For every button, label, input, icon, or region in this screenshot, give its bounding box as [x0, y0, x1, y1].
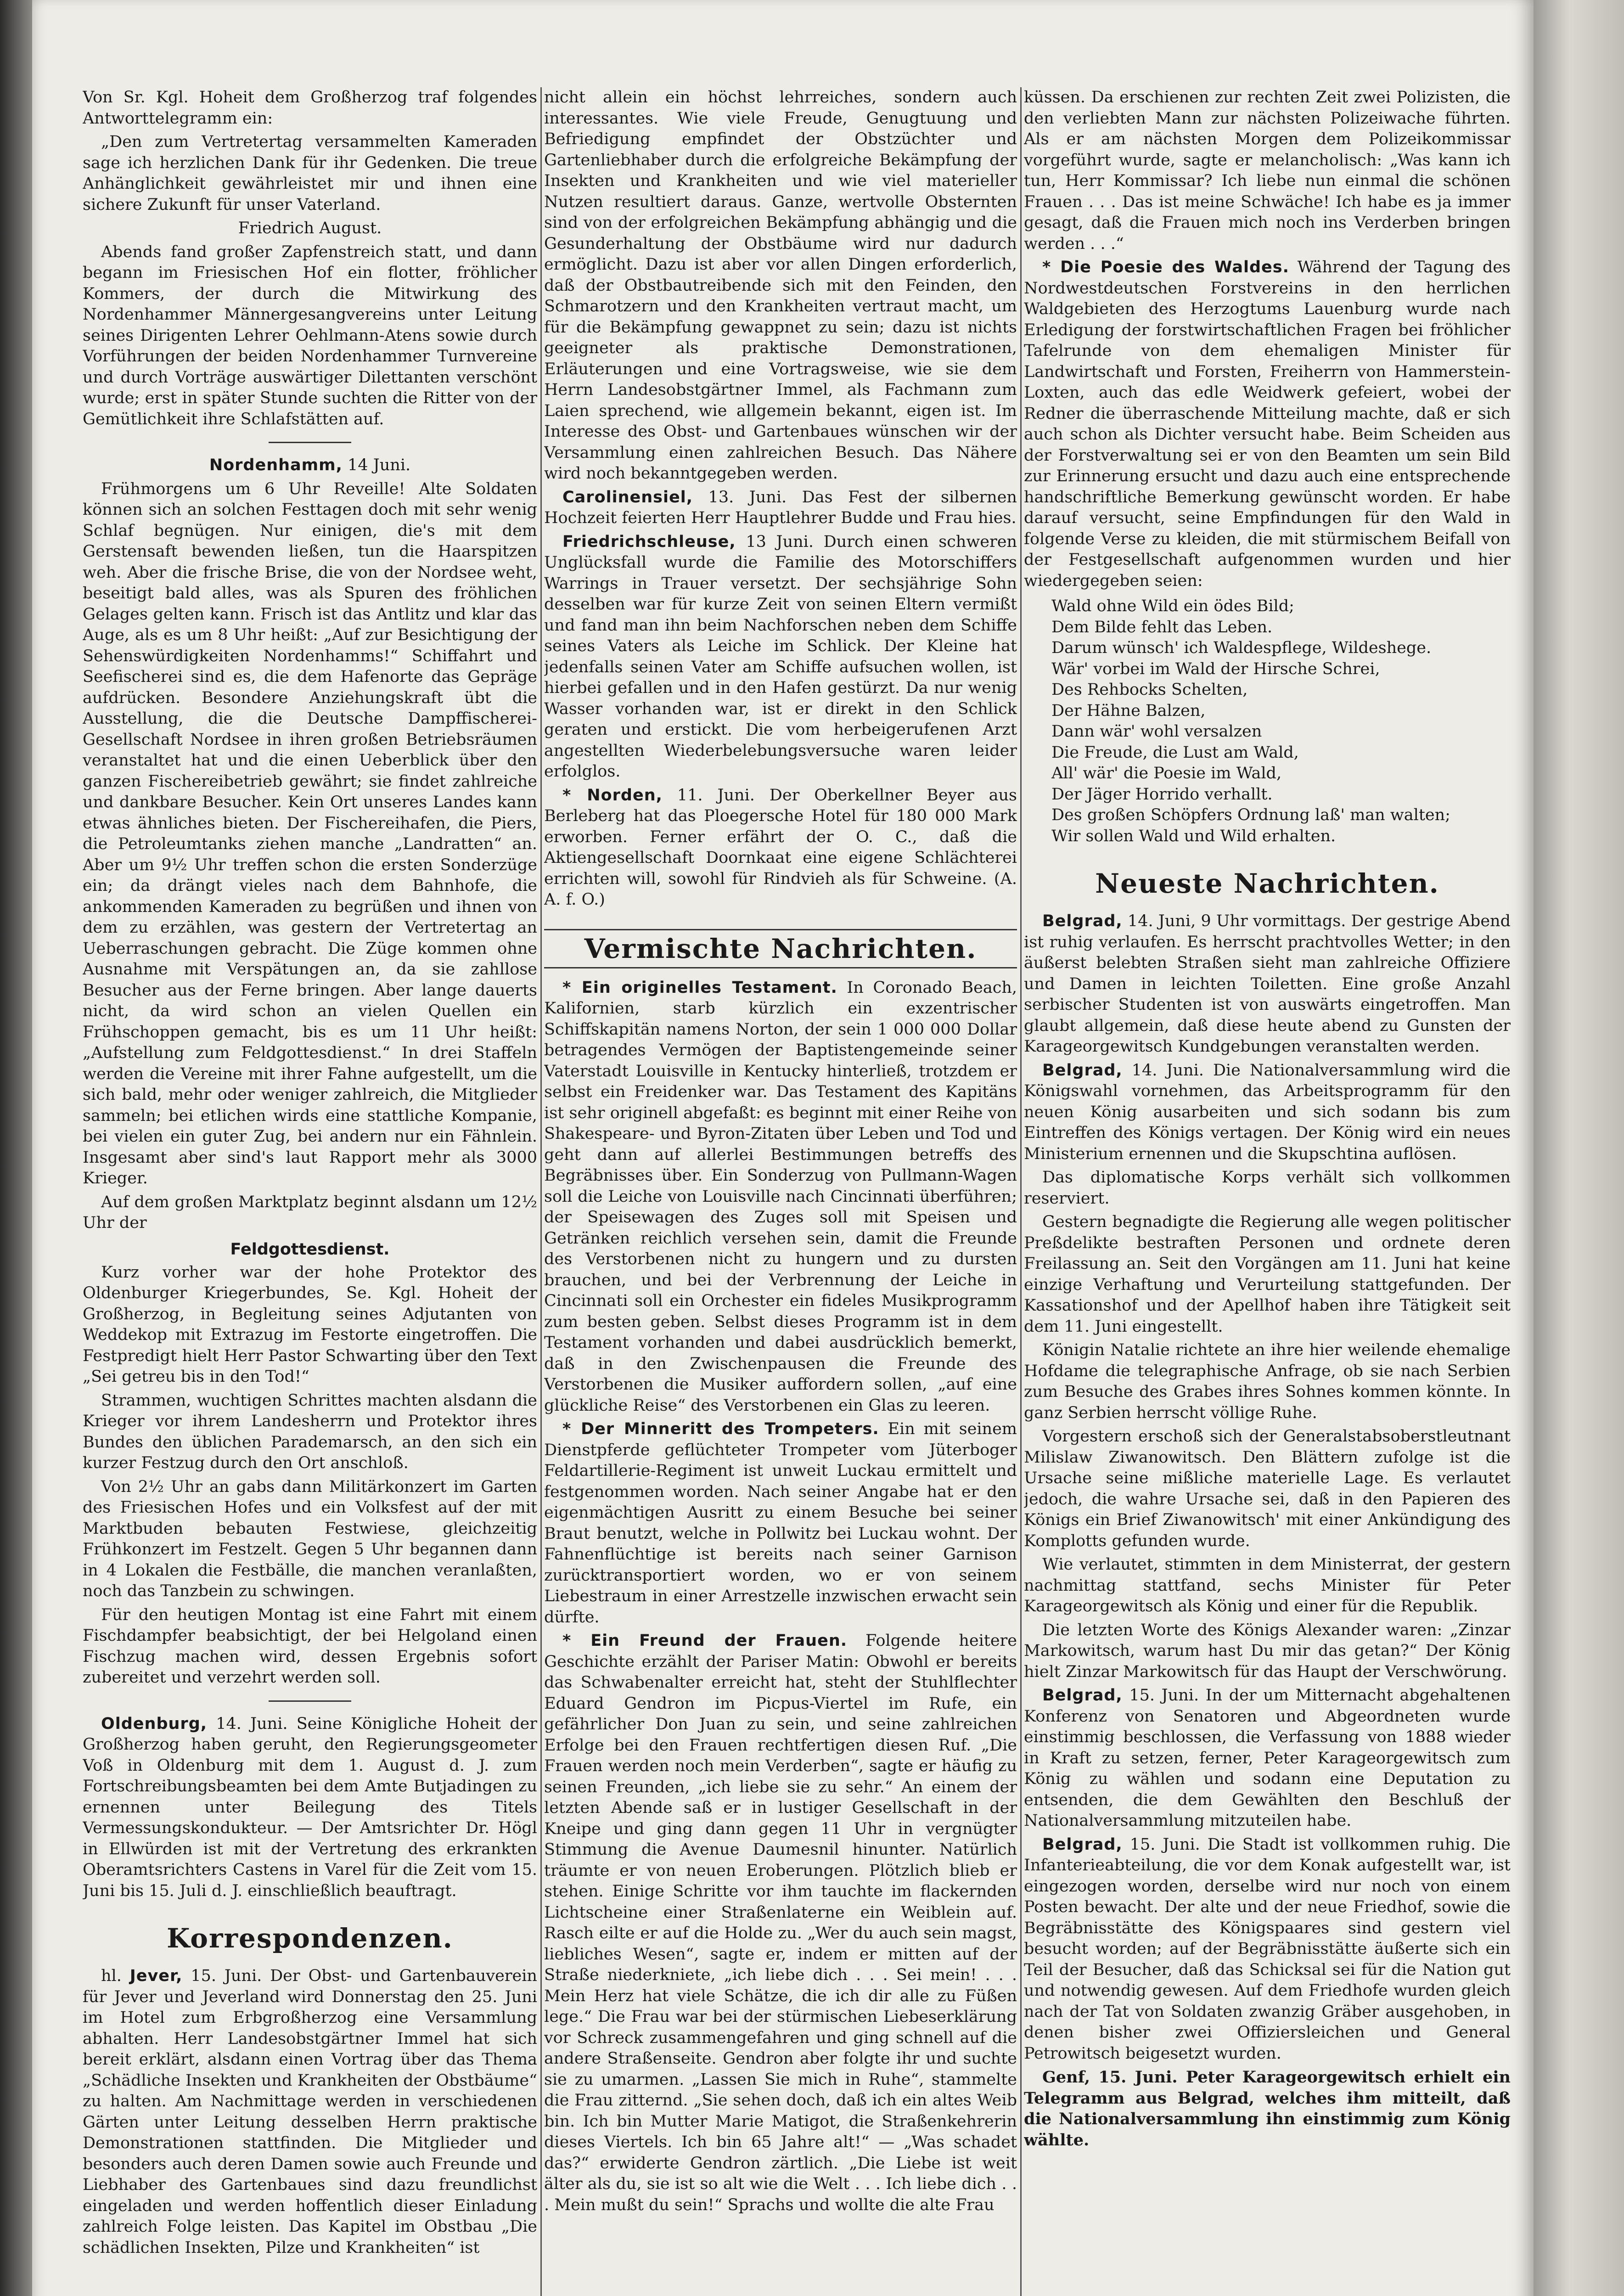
poem-line: Wir sollen Wald und Wild erhalten.: [1051, 827, 1336, 845]
article-text: [1024, 1060, 1511, 1165]
article-text: Abends fand großer Zapfenstreich statt, und dann begann im Friesischen Hof ein flotter, fröhlicher Kommers, der durch die Mitwirkung des Nordenhammer Männergesangvereins unter Leitung seines Dirigenten Lehrer Oehlmann-Atens sowie durch Vorführungen der beiden Nordenhammer Turnvereine und durch Vorträge auswärtiger Dilettanten verschönt wurde; erst in später Stunde suchten die Ritter von der Gemütlichkeit ihre Schlafstätten auf.: [83, 242, 537, 428]
article-text: [1024, 257, 1511, 591]
article-text: [544, 978, 1017, 1417]
article-text: [544, 1631, 1017, 2216]
author-mark: hl.: [101, 1967, 122, 1985]
dateline-place: Belgrad,: [1042, 912, 1123, 930]
poem-line: Der Hähne Balzen,: [1051, 701, 1206, 720]
article-body: In Coronado Beach, Kalifornien, starb kürzlich ein exzentrischer Schiffskapitän namens Norton, der sein 1 000 000 Dollar betragendes Vermögen der Baptistengemeinde seiner Vaterstadt Louisville in Kentucky hinterließ, trotzdem er selbst ein Freidenker war. Das Testament des Kapitäns ist sehr originell abgefaßt: es beginnt mit einer Reihe von Shakespeare- und Byron-Zitaten über Leben und Tod und geht dann auf allerlei Bestimmungen betreffs des Begräbnisses über. Ein Sonderzug von Pullmann-Wagen soll die Leiche von Louisville nach Cincinnati überführen; der Speisewagen des Zuges soll mit Speisen und Getränken reichlich versehen sein, damit die Freunde des Verstorbenen nicht zu hungern und zu dursten brauchen, und bei der Verbrennung der Leiche in Cincinnati soll ein Orchester ein fideles Musikprogramm zum besten geben. Selbst dieses Programm ist in dem Testament vorhanden und dabei ausdrücklich bemerkt, daß in den Zwischenpausen die Freunde des Verstorbenen die Musiker auffordern sollen, „auf eine glückliche Reise“ des Verstorbenen ein Glas zu leeren.: [544, 978, 1017, 1415]
dateline-place: Belgrad,: [1042, 1061, 1123, 1080]
poem-line: Dann wär' wohl versalzen: [1051, 722, 1262, 741]
article-text: Königin Natalie richtete an ihre hier weilende ehemalige Hofdame die telegraphische Anfrage, ob sie nach Serbien zum Besuche des Grabes ihres Sohnes kommen könnte. In ganz Serbien herrscht völlige Ruhe.: [1024, 1341, 1511, 1422]
article-text: Vorgestern erschoß sich der Generalstabsoberstleutnant Milislaw Ziwanowitsch. Den Blättern zufolge ist die Ursache seine mißliche materielle Lage. Es verlautet jedoch, die wahre Ursache sei, daß in den Papieren des Königs ein Brief Ziwanowitsch' mit einer Ankündigung des Komplotts gefunden wurde.: [1024, 1427, 1511, 1550]
article-body: Ein mit seinem Dienstpferde geflüchteter Trompeter vom Jüterboger Feldartillerie-Regiment ist unweit Luckau ermittelt und festgenommen worden. Nach seiner Angabe hat er den eigenmächtigen Ausritt zu einem Besuche bei seiner Braut benutzt, welche in Pollwitz bei Luckau wohnt. Der Fahnenflüchtige ist bereits nach seiner Garnison zurücktransportiert worden, wo er von seinem Liebestraum in einer Arrestzelle inzwischen erwacht sein dürfte.: [544, 1420, 1017, 1626]
poem-line: Wär' vorbei im Wald der Hirsche Schrei,: [1051, 659, 1380, 678]
article-body: 14. Juni. Die Nationalversammlung wird die Königswahl vornehmen, das Arbeitsprogramm für den neuen König ausarbeiten und sich sodann bis zum Eintreffen des Königs vertagen. Der König wird ein neues Ministerium ernennen und die Skupschtina auflösen.: [1024, 1061, 1511, 1163]
article-headline: * Ein Freund der Frauen.: [562, 1632, 848, 1650]
binding-spine: [0, 0, 32, 2296]
article-text: [1024, 911, 1511, 1058]
article-text: Frühmorgens um 6 Uhr Reveille! Alte Soldaten können sich an solchen Festtagen doch mit sehr wenig Schlaf begnügen. Nur einigen, die's mit dem Gerstensaft bewenden ließen, tun die Haarspitzen weh. Aber die frische Brise, die von der Nordsee weht, beseitigt bald alles, was als Spuren des fröhlichen Gelages gelten kann. Frisch ist das Antlitz und klar das Auge, als es um 8 Uhr heißt: „Auf zur Besichtigung der Sehenswürdigkeiten Nordenhamms!“ Schiffahrt und Seefischerei sind es, die dem Hafenorte das Gepräge aufdrücken. Besondere Anziehungskraft übt die Ausstellung, die die Deutsche Dampffischerei-Gesellschaft Nordsee in ihren großen Betriebsräumen veranstaltet hat und die einen Ueberblick über den ganzen Fischereibetrieb gewährt; sie findet zahlreiche und dankbare Besucher. Kein Ort unseres Landes kann etwas ähnliches bieten. Der Fischereihafen, die Piers, die Petroleumtanks ziehen manche „Landratten“ an. Aber um 9½ Uhr treffen schon die ersten Sonderzüge ein; da drängt vieles nach dem Bahnhofe, die ankommenden Kameraden zu begrüßen und ihnen von dem zu erzählen, was gestern der Vertretertag an Ueberraschungen gebracht. Die Züge kommen ohne Ausnahme mit Verspätungen an, da sie zahllose Besucher aus der Ferne bringen. Aber lange dauerts nicht, da wird schon an vielen Quellen ein Frühschoppen gemacht, bis es um 11 Uhr heißt: „Aufstellung zum Feldgottesdienst.“ In drei Staffeln werden die Vereine mit ihrer Fahne aufgestellt, um die sich bald, mehr oder weniger zahlreich, die Mitglieder sammeln; bei etlichen wirds eine stattliche Kompanie, bei vielen ein guter Zug, bei andern nur ein Fähnlein. Insgesamt aber sind's laut Rapport mehr als 3000 Krieger.: [83, 479, 537, 1187]
article-headline: * Der Minneritt des Trompeters.: [562, 1420, 879, 1438]
article-text: Kurz vorher war der hohe Protektor des Oldenburger Kriegerbundes, Se. Kgl. Hoheit der Großherzog, in Begleitung seines Adjutanten von Weddekop mit Extrazug im Festorte eingetroffen. Die Festpredigt hielt Herr Pastor Schwarting über den Text „Sei getreu bis in den Tod!“: [83, 1263, 537, 1386]
article-text: [544, 785, 1017, 911]
dateline: [83, 455, 537, 476]
column-3: [1024, 87, 1511, 2296]
subheading: Feldgottesdienst.: [230, 1240, 390, 1259]
section-heading: Neueste Nachrichten.: [1095, 868, 1439, 899]
article-text: Auf dem großen Marktplatz beginnt alsdann um 12½ Uhr der: [83, 1193, 537, 1232]
article-headline: * Die Poesie des Waldes.: [1042, 258, 1289, 276]
article-text: [1024, 1685, 1511, 1832]
dateline-place: * Norden,: [562, 786, 663, 805]
dateline-place: Belgrad,: [1042, 1686, 1123, 1705]
poem: [1024, 596, 1511, 847]
dateline-place: Belgrad,: [1042, 1835, 1123, 1854]
column-2: [544, 87, 1017, 2296]
dateline-place: Carolinensiel,: [562, 488, 693, 506]
article-body: Folgende heitere Geschichte erzählt der Pariser Matin: Obwohl er bereits das Schwabenalter erreicht hat, steht der Stuhlflechter Eduard Gendron im Picpus-Viertel im Rufe, ein gefährlicher Don Juan zu sein, und seine zahlreichen Erfolge bei den Frauen rechtfertigen diesen Ruf. „Die Frauen werden noch mein Verderben“, sagte er häufig zu seinen Freunden, „ich liebe sie zu sehr.“ An einem der letzten Abende saß er in lustiger Gesellschaft in der Kneipe und ging dann gegen 11 Uhr in vergnügter Stimmung die Avenue Daumesnil hinunter. Natürlich träumte er von neuen Eroberungen. Plötzlich blieb er stehen. Einige Schritte vor ihm tauchte im flackernden Lichtscheine einer Straßenlaterne ein Weiblein auf. Rasch eilte er auf die Holde zu. „Wer du auch sein magst, liebliches Wesen“, sagte er, indem er mitten auf der Straße niederkniete, „ich liebe dich . . . Sei mein! . . . Mein Herz hat viele Schätze, die ich dir alle zu Füßen lege.“ Die Frau war bei der stürmischen Liebeserklärung vor Schreck zusammengefahren und ging schnell auf die andere Straßenseite. Gendron aber folgte ihr und suchte sie zu umarmen. „Lassen Sie mich in Ruhe“, stammelte die Frau zitternd. „Sie sehen doch, daß ich ein altes Weib bin. Ich bin Mutter Marie Matigot, die Straßenkehrerin dieses Viertels. Ich bin 65 Jahre alt!“ — „Was schadet das?“ erwiderte Gendron zärtlich. „Die Liebe ist weit älter als du, sie ist so alt wie die Welt . . . Ich liebe dich . . . Mein mußt du sein!“ Sprachs und wollte die alte Frau: [544, 1632, 1017, 2214]
article-body: 11. Juni. Der Oberkellner Beyer aus Berleberg hat das Ploegersche Hotel für 180 000 Mark erworben. Ferner erfährt der O. C., daß die Aktiengesellschaft Doornkaat eine eigene Schlächterei errichten will, sowohl für Rindvieh als für Schweine. (A. A. f. O.): [544, 786, 1017, 909]
article-body: 14. Juni. Seine Königliche Hoheit der Großherzog haben geruht, den Regierungsgeometer Voß in Oldenburg mit dem 1. August d. J. zum Fortschreibungsbeamten bei dem Amte Butjadingen zu ernennen unter Beilegung des Titels Vermessungskondukteur. — Der Amtsrichter Dr. Högl in Ellwürden ist mit der Vertretung des erkrankten Oberamtsrichters Castens in Varel für die Zeit vom 15. Juni bis 15. Juli d. J. einschließlich beauftragt.: [83, 1714, 537, 1900]
article-body: 13 Juni. Durch einen schweren Unglücksfall wurde die Familie des Motorschiffers Warrings in Trauer versetzt. Der sechsjährige Sohn desselben war für kurze Zeit von seinen Eltern vermißt und fand man ihn beim Nachforschen neben dem Schiffe seines Vaters als Leiche im Schlick. Der Kleine hat jedenfalls seinen Vater am Schiffe aufsuchen wollen, ist hierbei gefallen und in den Hafen gestürzt. Da nur wenig Wasser vorhanden war, ist er direkt in den Schlick geraten und erstickt. Die vom herbeigerufenen Arzt angestellten Wiederbelebungsversuche waren leider erfolglos.: [544, 532, 1017, 781]
article-text: Die letzten Worte des Königs Alexander waren: „Zinzar Markowitsch, warum hast Du mir das getan?“ Der König hielt Zinzar Markowitsch für das Haupt der Verschwörung.: [1024, 1621, 1511, 1681]
article-body: 15. Juni. Die Stadt ist vollkommen ruhig. Die Infanterieabteilung, die vor dem Konak aufgestellt war, ist eingezogen worden, derselbe wird nur noch von einem Posten bewacht. Der alte und der neue Friedhof, sowie die Begräbnisstätte des Königspaares sind gestern viel besucht worden; auf der Begräbnisstätte äußerte sich ein Teil der Besucher, daß das Schicksal sei für die Nation gut und notwendig gewesen. Auf dem Friedhofe wurden gleich nach der Tat von Soldaten zwanzig Gräber ausgehoben, in denen bisher zwei Offiziersleichen und General Petrowitsch beigesetzt wurden.: [1024, 1835, 1511, 2063]
article-text: nicht allein ein höchst lehrreiches, sondern auch interessantes. Wie viele Freude, Genugtuung und Befriedigung empfindet der Obstzüchter und Gartenliebhaber durch die erfolgreiche Bekämpfung der Insekten und Krankheiten und wie viel materieller Nutzen resultiert daraus. Ganze, wertvolle Obsternten sind von der erfolgreichen Bekämpfung abhängig und die Gesunderhaltung der Obstbäume wird nur dadurch ermöglicht. Dazu ist aber vor allen Dingen erforderlich, daß der Obstbautreibende sich mit den Feinden, den Schmarotzern und den Krankheiten vertraut macht, um für die Bekämpfung gewappnet zu sein; dazu ist nichts geeigneter als praktische Demonstrationen, Erläuterungen und eine Vortragsweise, wie sie dem Herrn Landesobstgärtner Immel, als Fachmann zum Laien sprechend, wie allgemein bekannt, eigen ist. Im Interesse des Obst- und Gartenbaues wünschen wir der Versammlung einen zahlreichen Besuch. Das Nähere wird noch bekanntgegeben werden.: [544, 88, 1017, 483]
article-text: [83, 1966, 537, 2258]
article-headline: * Ein originelles Testament.: [562, 978, 837, 997]
newspaper-page: [32, 0, 1534, 2296]
poem-line: Wald ohne Wild ein ödes Bild;: [1051, 597, 1294, 615]
column-rule: [540, 87, 542, 2296]
dateline-place: Jever,: [129, 1967, 183, 1985]
article-text: [544, 532, 1017, 782]
article-text: Genf, 15. Juni. Peter Karageorgewitsch erhielt ein Telegramm aus Belgrad, welches ihm mitteilt, daß die Nationalversammlung ihn einstimmig zum König wählte.: [1024, 2068, 1511, 2150]
article-text: [83, 1714, 537, 1902]
dateline-date: 14 Juni.: [348, 456, 411, 474]
article-body: 15. Juni. In der um Mitternacht abgehaltenen Konferenz von Senatoren und Abgeordneten wurde einstimmig beschlossen, die Verfassung von 1888 wieder in Kraft zu setzen, ferner, Peter Karageorgewitsch zum König zu wählen und sodann eine Deputation zu entsenden, die dem Gewählten den Beschluß der Nationalversammlung mitzuteilen habe.: [1024, 1686, 1511, 1830]
dateline-place: Oldenburg,: [101, 1714, 208, 1733]
telegram-text: „Den zum Vertretertag versammelten Kameraden sage ich herzlichen Dank für ihr Gedenken. Die treue Anhänglichkeit gewährleistet mir und ihnen eine sichere Zukunft für unser Vaterland.: [83, 133, 537, 214]
dateline-place: Nordenhamm,: [209, 456, 343, 474]
article-text: Das diplomatische Korps verhält sich vollkommen reserviert.: [1024, 1168, 1511, 1208]
article-text: [544, 487, 1017, 529]
column-1: [83, 87, 537, 2296]
article-text: küssen. Da erschienen zur rechten Zeit zwei Polizisten, die den verliebten Mann zur nächsten Polizeiwache führten. Als er am nächsten Morgen dem Polizeikommissar vorgeführt wurde, sagte er melancholisch: „Was kann ich tun, Herr Kommissar? Ich liebe nun einmal die schönen Frauen . . . Das ist meine Schwäche! Ich habe es ja immer gesagt, daß die Frauen mich noch ins Verderben bringen werden . . .“: [1024, 88, 1511, 253]
poem-line: Der Jäger Horrido verhallt.: [1051, 785, 1273, 804]
poem-line: Dem Bilde fehlt das Leben.: [1051, 618, 1273, 636]
article-body: 14. Juni, 9 Uhr vormittags. Der gestrige Abend ist ruhig verlaufen. Es herrscht prachtvolles Wetter; in den äußerst belebten Straßen sieht man zahlreiche Offiziere und Damen in leichten Toiletten. Eine große Anzahl serbischer Studenten ist von auswärts eingetroffen. Man glaubt allgemein, daß diese heute abend zu Gunsten der Karageorgewitsch Kundgebungen veranstalten werden.: [1024, 912, 1511, 1056]
poem-line: Darum wünsch' ich Waldespflege, Wildeshege.: [1051, 639, 1432, 657]
column-rule: [1020, 87, 1022, 2296]
article-text: [1024, 1835, 1511, 2065]
article-body: 13. Juni. Das Fest der silbernen Hochzeit feierten Herr Hauptlehrer Budde und Frau hies.: [544, 488, 1017, 527]
section-heading: Korrespondenzen.: [167, 1923, 453, 1954]
article-text: Gestern begnadigte die Regierung alle wegen politischer Preßdelikte bestraften Personen und ordnete deren Freilassung an. Seit den Vorgängen am 11. Juni hat keine einzige Verhaftung und Verurteilung stattgefunden. Der Kassationshof und der Apellhof haben ihre Tätigkeit seit dem 11. Juni eingestellt.: [1024, 1213, 1511, 1336]
signature: Friedrich August.: [238, 219, 382, 237]
poem-line: Des Rehbocks Schelten,: [1051, 681, 1248, 699]
article-text: [544, 1419, 1017, 1628]
article-text: Wie verlautet, stimmten in dem Ministerrat, der gestern nachmittag stattfand, sechs Minister für Peter Karageorgewitsch als König und einer für die Republik.: [1024, 1555, 1511, 1615]
article-text: Von Sr. Kgl. Hoheit dem Großherzog traf folgendes Antworttelegramm ein:: [83, 88, 537, 128]
article-body: Während der Tagung des Nordwestdeutschen Forstvereins in den herrlichen Waldgebieten des Herzogtums Lauenburg wurde nach Erledigung der forstwirtschaftlichen Fragen bei fröhlicher Tafelrunde von dem ehemaligen Minister für Landwirtschaft und Forsten, Freiherrn von Hammerstein-Loxten, auch das edle Weidwerk gefeiert, wobei der Redner die überraschende Mitteilung machte, daß er sich auch schon als Dichter versucht habe. Beim Scheiden aus der Forstverwaltung sei er von den Beamten um sein Bild zur Erinnerung ersucht und dazu auch eine entsprechende handschriftliche Bemerkung gewünscht worden. Er habe darauf versucht, seine Empfindungen für den Wald in folgende Verse zu kleiden, die mit stürmischem Beifall von der Festgesellschaft aufgenommen wurden und hier wiedergegeben seien:: [1024, 258, 1511, 590]
section-heading: Vermischte Nachrichten.: [544, 929, 1017, 968]
separator: [269, 442, 351, 443]
poem-line: Des großen Schöpfers Ordnung laß' man walten;: [1051, 806, 1450, 824]
separator: [269, 1700, 351, 1702]
page-edge: [1534, 0, 1624, 2296]
poem-line: Die Freude, die Lust am Wald,: [1051, 743, 1299, 762]
article-text: Für den heutigen Montag ist eine Fahrt mit einem Fischdampfer beabsichtigt, der bei Helgoland einen Fischzug machen wird, dessen Ergebnis sofort zubereitet und verzehrt werden soll.: [83, 1605, 537, 1687]
article-text: Von 2½ Uhr an gabs dann Militärkonzert im Garten des Friesischen Hofes und ein Volksfest auf der mit Marktbuden bebauten Festwiese, gleichzeitig Frühkonzert im Festzelt. Gegen 5 Uhr begannen dann in 4 Lokalen die Festbälle, die manchen veranlaßten, noch das Tanzbein zu schwingen.: [83, 1477, 537, 1600]
article-body: 15. Juni. Der Obst- und Gartenbauverein für Jever und Jeverland wird Donnerstag den 25. Juni im Hotel zum Erbgroßherzog eine Versammlung abhalten. Herr Landesobstgärtner Immel hat sich bereit erklärt, alsdann einen Vortrag über das Thema „Schädliche Insekten und Krankheiten der Obstbäume“ zu halten. Am Nachmittage werden in verschiedenen Gärten unter Leitung desselben Herrn praktische Demonstrationen stattfinden. Die Mitglieder und besonders auch deren Damen sowie auch Freunde und Liebhaber des Gartenbaues sind dazu freundlichst eingeladen und werden hoffentlich dieser Einladung zahlreich Folge leisten. Das Kapitel im Obstbau „Die schädlichen Insekten, Pilze und Krankheiten“ ist: [83, 1967, 537, 2257]
dateline-place: Friedrichschleuse,: [562, 532, 736, 551]
poem-line: All' wär' die Poesie im Wald,: [1051, 764, 1282, 782]
article-text: Strammen, wuchtigen Schrittes machten alsdann die Krieger vor ihrem Landesherrn und Protektor ihres Bundes den üblichen Parademarsch, an den sich ein kurzer Festzug durch den Ort anschloß.: [83, 1391, 537, 1472]
